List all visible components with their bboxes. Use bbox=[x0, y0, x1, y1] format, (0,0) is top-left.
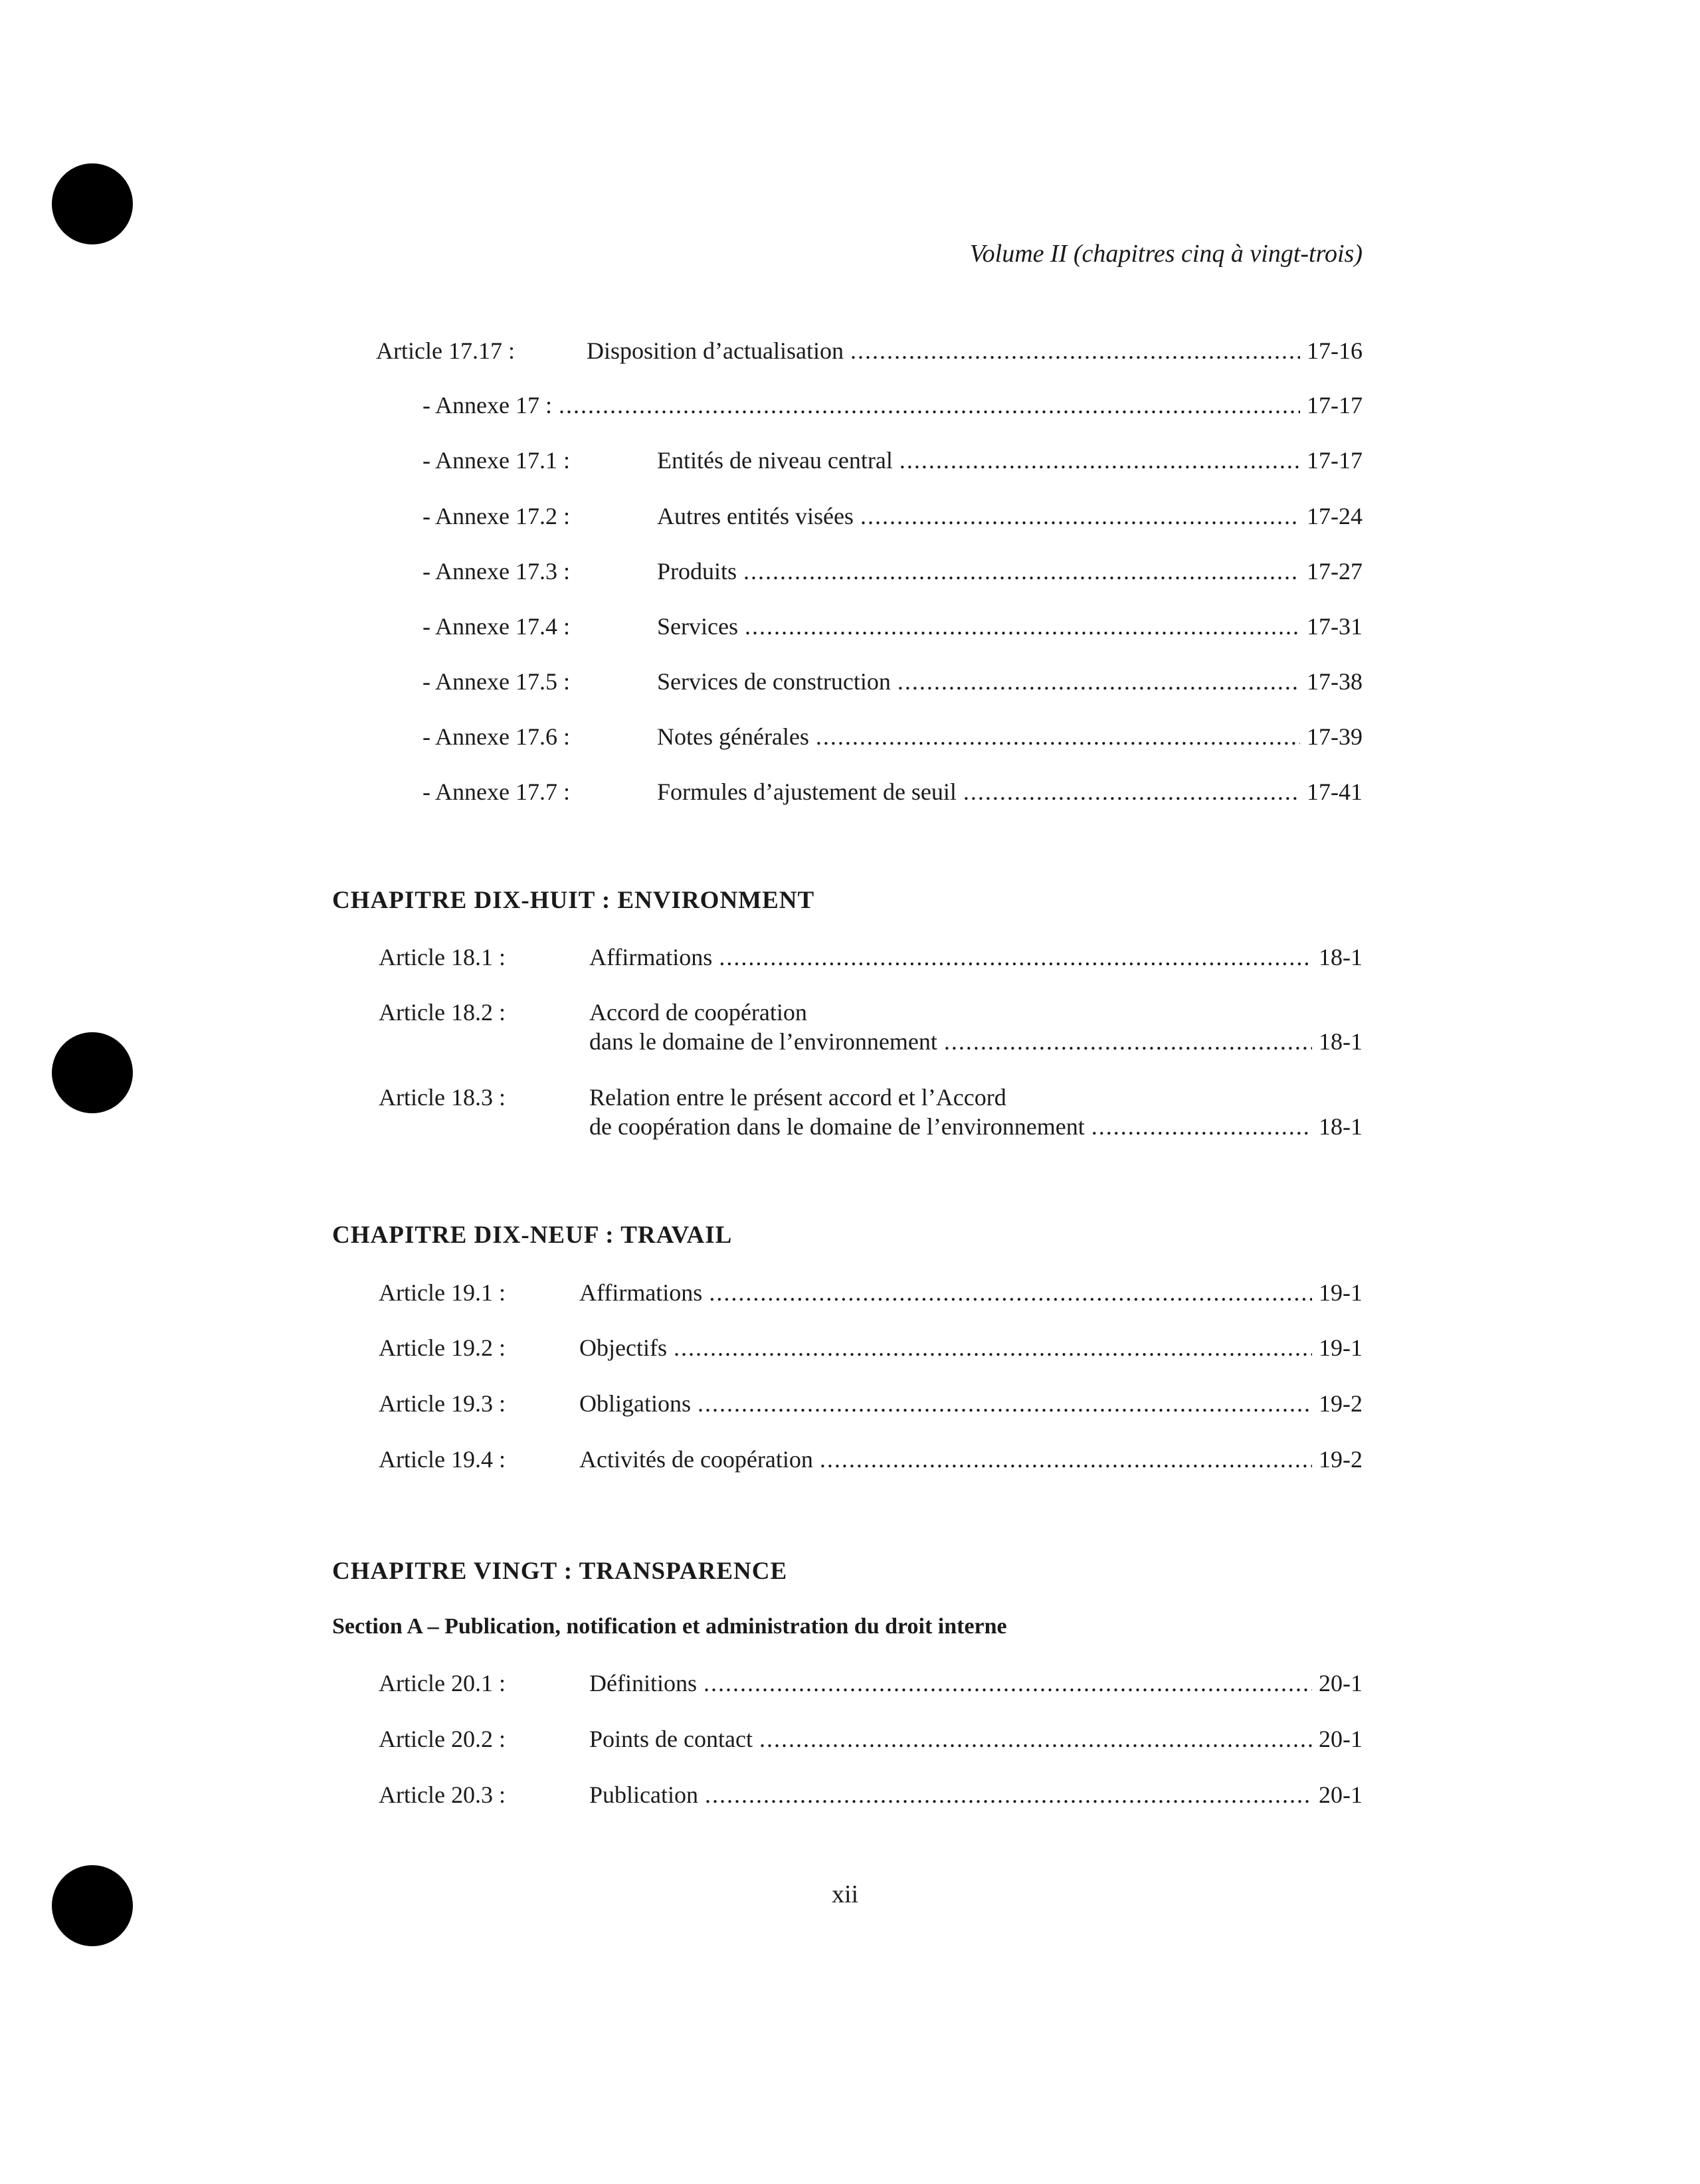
toc-entry-label: - Annexe 17.5 : bbox=[423, 668, 570, 695]
toc-entry-label: Article 20.2 : bbox=[379, 1726, 506, 1752]
toc-entry-page: 18-1 bbox=[1319, 944, 1363, 970]
toc-entry bbox=[379, 1779, 1363, 1811]
toc-entry-label: Article 18.2 : bbox=[379, 999, 506, 1026]
toc-entry-title: Activités de coopération bbox=[579, 1446, 813, 1473]
dot-leader bbox=[743, 555, 1300, 587]
toc-entry-label: - Annexe 17.1 : bbox=[423, 447, 570, 474]
toc-entry-title: Disposition d’actualisation bbox=[587, 337, 844, 364]
toc-entry-page: 19-1 bbox=[1319, 1279, 1363, 1306]
toc-entry bbox=[379, 1723, 1363, 1755]
toc-entry-page: 17-39 bbox=[1307, 723, 1363, 750]
dot-leader bbox=[709, 1277, 1312, 1309]
toc-entry bbox=[423, 389, 1363, 421]
toc-entry-page: 19-1 bbox=[1319, 1334, 1363, 1361]
toc-entry-title: Relation entre le présent accord et l’Accord bbox=[589, 1084, 1006, 1111]
dot-leader bbox=[944, 1027, 1312, 1056]
dot-leader bbox=[559, 389, 1300, 421]
toc-entry-label: - Annexe 17.7 : bbox=[423, 778, 570, 805]
toc-entry bbox=[423, 666, 1363, 697]
binder-hole-top bbox=[52, 163, 133, 244]
toc-entry-label: - Annexe 17.6 : bbox=[423, 723, 570, 750]
dot-leader bbox=[698, 1388, 1312, 1419]
toc-entry-page: 20-1 bbox=[1319, 1781, 1363, 1808]
toc-entry-label: Article 20.3 : bbox=[379, 1781, 506, 1808]
toc-entry-label: Article 20.1 : bbox=[379, 1670, 506, 1696]
toc-entry-page: 17-17 bbox=[1307, 447, 1363, 474]
toc-entry-title: Notes générales bbox=[657, 723, 809, 750]
toc-entry-page: 18-1 bbox=[1319, 1113, 1363, 1140]
toc-entry-title: Formules d’ajustement de seuil bbox=[657, 778, 957, 805]
binder-hole-middle bbox=[52, 1032, 133, 1113]
toc-entry bbox=[376, 335, 1363, 367]
toc-entry-label: - Annexe 17.3 : bbox=[423, 558, 570, 585]
dot-leader bbox=[820, 1443, 1312, 1475]
toc-entry-title: Objectifs bbox=[579, 1334, 667, 1361]
dot-leader bbox=[704, 1667, 1312, 1699]
toc-entry-title: Autres entités visées bbox=[657, 503, 854, 529]
toc-entry bbox=[423, 721, 1363, 753]
toc-entry-title: Services de construction bbox=[657, 668, 891, 695]
toc-entry bbox=[379, 1443, 1363, 1475]
toc-entry-page: 20-1 bbox=[1319, 1670, 1363, 1696]
toc-entry-title: Produits bbox=[657, 558, 737, 585]
toc-entry-title-continued: de coopération dans le domaine de l’environnement bbox=[589, 1113, 1085, 1140]
toc-entry-page: 19-2 bbox=[1319, 1390, 1363, 1417]
running-header: Volume II (chapitres cinq à vingt-trois) bbox=[969, 240, 1363, 268]
toc-entry bbox=[379, 941, 1363, 973]
toc-entry-page: 17-24 bbox=[1307, 503, 1363, 529]
toc-entry-label: - Annexe 17 : bbox=[423, 392, 552, 418]
toc-entry-label: Article 17.17 : bbox=[376, 337, 515, 364]
toc-entry bbox=[379, 1388, 1363, 1419]
dot-leader bbox=[705, 1779, 1312, 1811]
section-heading: Section A – Publication, notification et administration du droit interne bbox=[332, 1614, 1007, 1639]
toc-entry bbox=[379, 1667, 1363, 1699]
toc-entry bbox=[379, 998, 1363, 1057]
toc-entry-label: Article 18.1 : bbox=[379, 944, 506, 970]
toc-entry bbox=[379, 1277, 1363, 1309]
toc-entry-title: Entités de niveau central bbox=[657, 447, 893, 474]
toc-entry-page: 18-1 bbox=[1319, 1028, 1363, 1055]
toc-entry-page: 17-31 bbox=[1307, 613, 1363, 640]
toc-entry-title: Publication bbox=[589, 1781, 698, 1808]
toc-entry-page: 19-2 bbox=[1319, 1446, 1363, 1473]
dot-leader bbox=[963, 776, 1300, 808]
dot-leader bbox=[1091, 1112, 1312, 1141]
toc-entry-title: Affirmations bbox=[589, 944, 713, 970]
dot-leader bbox=[719, 941, 1312, 973]
dot-leader bbox=[897, 666, 1300, 697]
chapter-heading: CHAPITRE VINGT : TRANSPARENCE bbox=[332, 1558, 788, 1585]
toc-entry-page: 17-38 bbox=[1307, 668, 1363, 695]
toc-entry-title: Affirmations bbox=[579, 1279, 703, 1306]
dot-leader bbox=[674, 1332, 1312, 1364]
toc-entry bbox=[423, 555, 1363, 587]
dot-leader bbox=[759, 1723, 1312, 1755]
toc-entry-label: - Annexe 17.2 : bbox=[423, 503, 570, 529]
toc-entry-title: Accord de coopération bbox=[589, 999, 807, 1026]
toc-entry bbox=[423, 444, 1363, 476]
chapter-heading: CHAPITRE DIX-HUIT : ENVIRONMENT bbox=[332, 887, 815, 914]
toc-entry-label: Article 19.1 : bbox=[379, 1279, 506, 1306]
toc-entry bbox=[379, 1083, 1363, 1142]
toc-entry-label: Article 18.3 : bbox=[379, 1084, 506, 1111]
dot-leader bbox=[745, 610, 1300, 642]
page-number: xii bbox=[832, 1880, 859, 1908]
toc-entry-page: 17-17 bbox=[1307, 392, 1363, 418]
dot-leader bbox=[860, 500, 1300, 532]
toc-entry-page: 20-1 bbox=[1319, 1726, 1363, 1752]
binder-hole-bottom bbox=[52, 1865, 133, 1946]
toc-entry-label: Article 19.2 : bbox=[379, 1334, 506, 1361]
toc-entry-page: 17-16 bbox=[1307, 337, 1363, 364]
dot-leader bbox=[899, 444, 1300, 476]
toc-entry-title: Points de contact bbox=[589, 1726, 753, 1752]
toc-entry bbox=[423, 610, 1363, 642]
toc-entry-page: 17-27 bbox=[1307, 558, 1363, 585]
toc-entry-title: Définitions bbox=[589, 1670, 697, 1696]
toc-entry-label: Article 19.3 : bbox=[379, 1390, 506, 1417]
toc-entry-title: Services bbox=[657, 613, 738, 640]
toc-entry-title: Obligations bbox=[579, 1390, 691, 1417]
chapter-heading: CHAPITRE DIX-NEUF : TRAVAIL bbox=[332, 1222, 733, 1249]
toc-entry-page: 17-41 bbox=[1307, 778, 1363, 805]
dot-leader bbox=[850, 335, 1300, 367]
toc-entry bbox=[379, 1332, 1363, 1364]
toc-entry-label: Article 19.4 : bbox=[379, 1446, 506, 1473]
toc-entry bbox=[423, 500, 1363, 532]
toc-entry bbox=[423, 776, 1363, 808]
toc-entry-title-continued: dans le domaine de l’environnement bbox=[589, 1028, 937, 1055]
dot-leader bbox=[816, 721, 1300, 753]
toc-entry-label: - Annexe 17.4 : bbox=[423, 613, 570, 640]
